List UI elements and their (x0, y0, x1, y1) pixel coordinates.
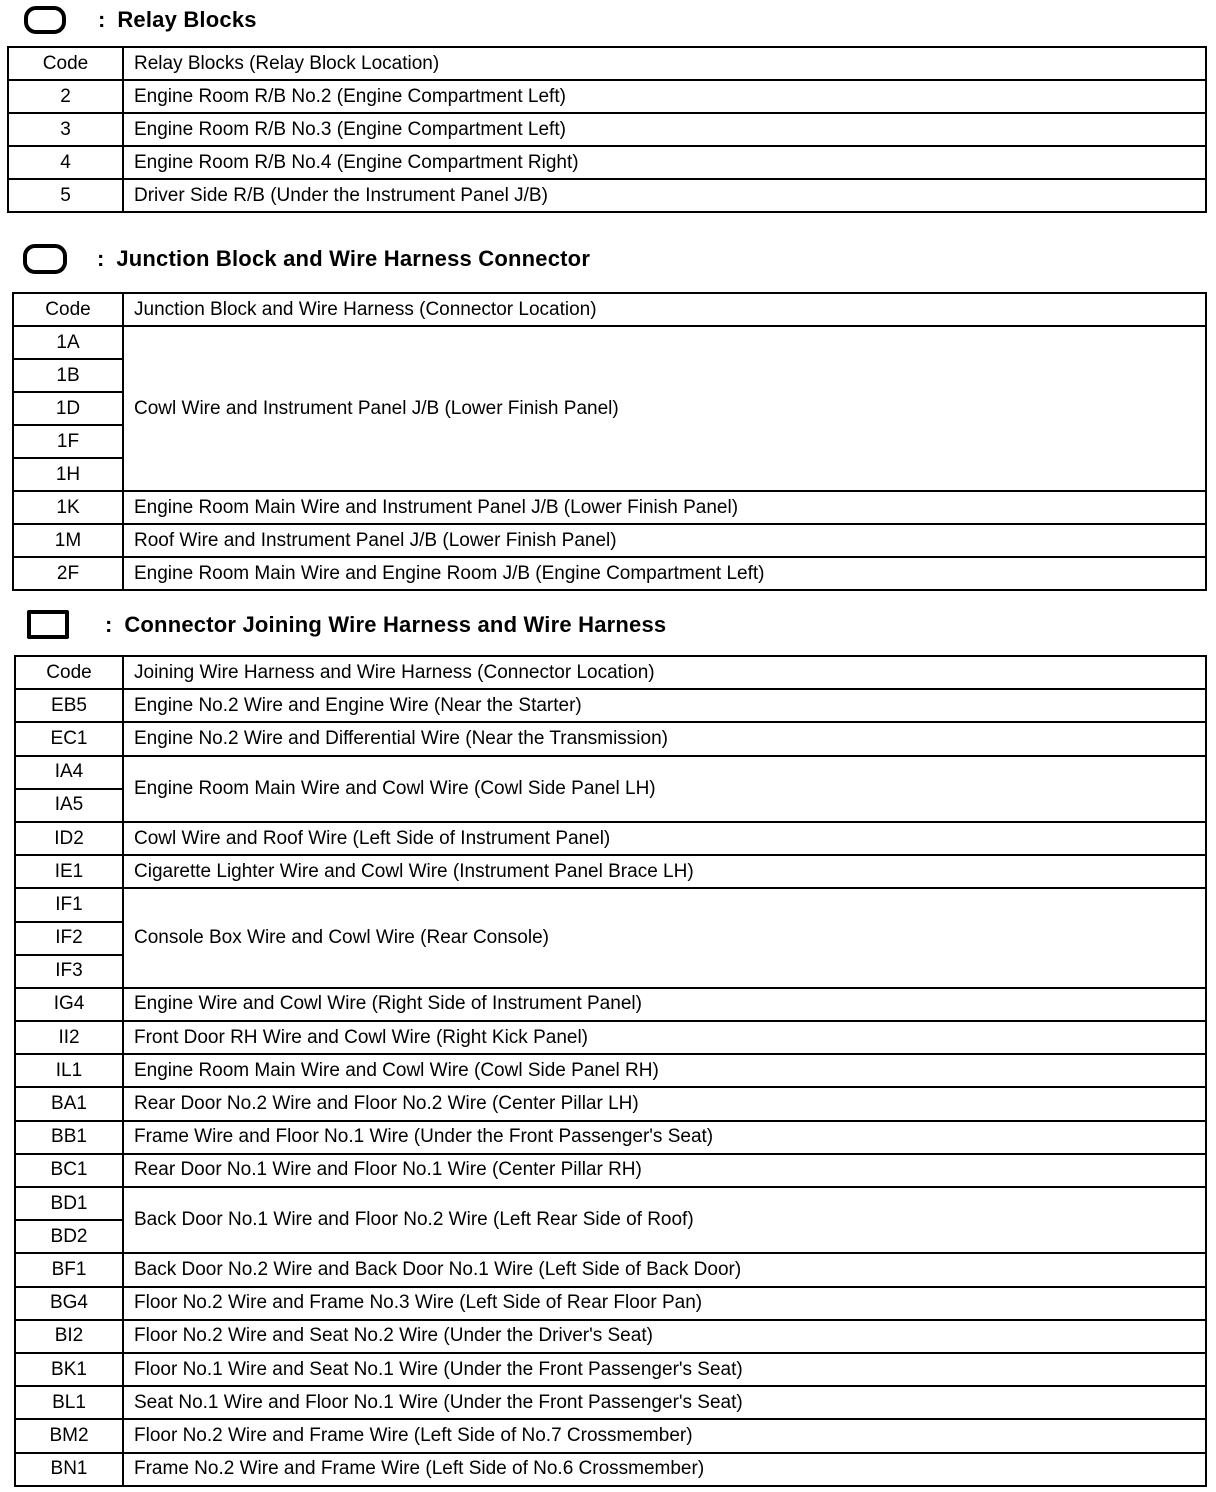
description-cell: Rear Door No.2 Wire and Floor No.2 Wire (Center Pillar LH) (123, 1087, 1206, 1120)
table-row (8, 80, 1206, 113)
table-row (8, 113, 1206, 146)
junction-block-table (12, 292, 1207, 591)
description-cell: Rear Door No.1 Wire and Floor No.1 Wire (Center Pillar RH) (123, 1154, 1206, 1187)
code-cell: EB5 (15, 689, 123, 722)
code-cell: 5 (8, 179, 123, 212)
table-row (13, 326, 1206, 359)
code-cell: IE1 (15, 855, 123, 888)
code-cell: BI2 (15, 1320, 123, 1353)
table-row (8, 146, 1206, 179)
code-cell: 1M (13, 524, 123, 557)
description-cell: Floor No.1 Wire and Seat No.1 Wire (Under the Front Passenger's Seat) (123, 1353, 1206, 1386)
description-cell: Cowl Wire and Roof Wire (Left Side of Instrument Panel) (123, 822, 1206, 855)
code-cell: BN1 (15, 1453, 123, 1486)
table-row (13, 557, 1206, 590)
code-header: Code (8, 47, 123, 80)
oval-symbol-icon (24, 6, 66, 34)
code-cell: EC1 (15, 722, 123, 755)
description-cell: Engine Room R/B No.2 (Engine Compartment Left) (123, 80, 1206, 113)
description-cell: Back Door No.2 Wire and Back Door No.1 Wire (Left Side of Back Door) (123, 1253, 1206, 1286)
relay-blocks-table (7, 46, 1207, 213)
heading-colon: : (105, 611, 113, 637)
header-row (13, 293, 1206, 326)
code-cell: ID2 (15, 822, 123, 855)
code-cell: IF3 (15, 955, 123, 988)
description-header: Relay Blocks (Relay Block Location) (123, 47, 1206, 80)
code-cell: 1D (13, 392, 123, 425)
code-cell: 1B (13, 359, 123, 392)
connector-heading (27, 610, 666, 639)
description-header: Joining Wire Harness and Wire Harness (Connector Location) (123, 656, 1206, 689)
description-cell: Engine Room Main Wire and Engine Room J/B (Engine Compartment Left) (123, 557, 1206, 590)
code-cell: BK1 (15, 1353, 123, 1386)
description-cell: Frame No.2 Wire and Frame Wire (Left Side of No.6 Crossmember) (123, 1453, 1206, 1486)
code-cell: BD1 (15, 1187, 123, 1220)
description-cell: Floor No.2 Wire and Frame Wire (Left Side of No.7 Crossmember) (123, 1419, 1206, 1452)
description-cell: Frame Wire and Floor No.1 Wire (Under the Front Passenger's Seat) (123, 1121, 1206, 1154)
code-cell: IL1 (15, 1054, 123, 1087)
table-row (15, 1453, 1206, 1486)
code-cell: IA4 (15, 756, 123, 789)
description-cell: Engine Room R/B No.3 (Engine Compartment Left) (123, 113, 1206, 146)
table-row (15, 1353, 1206, 1386)
code-cell: 1H (13, 458, 123, 491)
description-cell: Cowl Wire and Instrument Panel J/B (Lower Finish Panel) (123, 326, 1206, 491)
description-cell: Engine Room Main Wire and Instrument Panel J/B (Lower Finish Panel) (123, 491, 1206, 524)
heading-colon: : (97, 246, 105, 271)
description-cell: Cigarette Lighter Wire and Cowl Wire (Instrument Panel Brace LH) (123, 855, 1206, 888)
section-title: Connector Joining Wire Harness and Wire Harness (124, 611, 667, 637)
section-title: Relay Blocks (117, 7, 257, 32)
description-cell: Floor No.2 Wire and Frame No.3 Wire (Left Side of Rear Floor Pan) (123, 1287, 1206, 1320)
table-row (15, 1320, 1206, 1353)
code-cell: IF2 (15, 922, 123, 955)
rounded-rect-symbol-icon (23, 244, 67, 274)
table-row (15, 888, 1206, 921)
code-cell: 1A (13, 326, 123, 359)
table-row (15, 756, 1206, 789)
description-header: Junction Block and Wire Harness (Connector Location) (123, 293, 1206, 326)
code-cell: BC1 (15, 1154, 123, 1187)
table-row (15, 689, 1206, 722)
table-row (13, 524, 1206, 557)
code-cell: BB1 (15, 1121, 123, 1154)
table-row (15, 722, 1206, 755)
description-cell: Back Door No.1 Wire and Floor No.2 Wire (Left Rear Side of Roof) (123, 1187, 1206, 1253)
connector-table (14, 655, 1207, 1487)
code-cell: IF1 (15, 888, 123, 921)
description-cell: Driver Side R/B (Under the Instrument Panel J/B) (123, 179, 1206, 212)
code-header: Code (15, 656, 123, 689)
code-cell: 3 (8, 113, 123, 146)
table-row (15, 1253, 1206, 1286)
description-cell: Roof Wire and Instrument Panel J/B (Lower Finish Panel) (123, 524, 1206, 557)
table-row (13, 491, 1206, 524)
table-row (15, 988, 1206, 1021)
code-cell: BD2 (15, 1220, 123, 1253)
code-cell: II2 (15, 1021, 123, 1054)
code-cell: 2 (8, 80, 123, 113)
description-cell: Engine Wire and Cowl Wire (Right Side of Instrument Panel) (123, 988, 1206, 1021)
description-cell: Engine No.2 Wire and Differential Wire (Near the Transmission) (123, 722, 1206, 755)
description-cell: Engine No.2 Wire and Engine Wire (Near the Starter) (123, 689, 1206, 722)
code-header: Code (13, 293, 123, 326)
code-cell: BM2 (15, 1419, 123, 1452)
code-cell: 2F (13, 557, 123, 590)
code-cell: BG4 (15, 1287, 123, 1320)
table-row (15, 1287, 1206, 1320)
relay-blocks-heading (24, 6, 257, 34)
description-cell: Engine Room Main Wire and Cowl Wire (Cowl Side Panel RH) (123, 1054, 1206, 1087)
table-row (15, 1386, 1206, 1419)
junction-block-heading (23, 244, 590, 274)
description-cell: Front Door RH Wire and Cowl Wire (Right Kick Panel) (123, 1021, 1206, 1054)
rectangle-symbol-icon (27, 610, 69, 639)
table-row (15, 1087, 1206, 1120)
heading-colon: : (98, 7, 106, 32)
table-row (15, 1121, 1206, 1154)
header-row (15, 656, 1206, 689)
description-cell: Console Box Wire and Cowl Wire (Rear Console) (123, 888, 1206, 988)
table-row (8, 179, 1206, 212)
description-cell: Engine Room R/B No.4 (Engine Compartment Right) (123, 146, 1206, 179)
description-cell: Seat No.1 Wire and Floor No.1 Wire (Under the Front Passenger's Seat) (123, 1386, 1206, 1419)
code-cell: BF1 (15, 1253, 123, 1286)
table-row (15, 1054, 1206, 1087)
description-cell: Engine Room Main Wire and Cowl Wire (Cowl Side Panel LH) (123, 756, 1206, 822)
header-row (8, 47, 1206, 80)
table-row (15, 1419, 1206, 1452)
section-title: Junction Block and Wire Harness Connector (116, 246, 591, 271)
code-cell: IG4 (15, 988, 123, 1021)
code-cell: IA5 (15, 789, 123, 822)
table-row (15, 1021, 1206, 1054)
code-cell: 4 (8, 146, 123, 179)
description-cell: Floor No.2 Wire and Seat No.2 Wire (Under the Driver's Seat) (123, 1320, 1206, 1353)
code-cell: BL1 (15, 1386, 123, 1419)
table-row (15, 1187, 1206, 1220)
table-row (15, 1154, 1206, 1187)
code-cell: 1K (13, 491, 123, 524)
table-row (15, 855, 1206, 888)
code-cell: BA1 (15, 1087, 123, 1120)
code-cell: 1F (13, 425, 123, 458)
table-row (15, 822, 1206, 855)
